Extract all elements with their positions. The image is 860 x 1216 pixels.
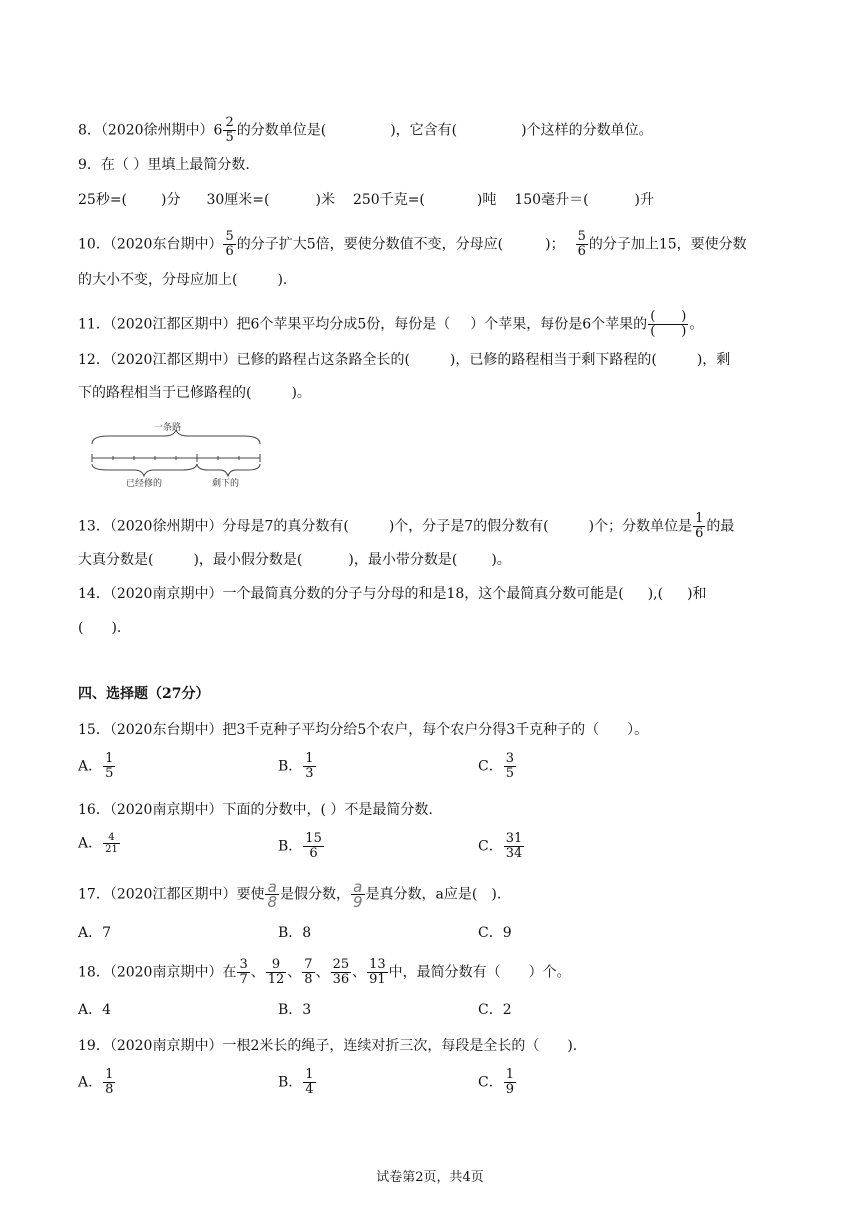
question-12: 12．（2020江都区期中）已修的路程占这条路全长的( )，已修的路程相当于剩下路程的( )，剩 [78,352,731,368]
q17-option-c[interactable]: C．9 [478,925,512,941]
q8-fraction: $\frac{2}{5}$ [225,115,234,145]
question-9-blanks: 25秒=( )分 30厘米=( )米 250千克=( )吨 150毫升＝( )升 [78,192,655,208]
question-13-line-2: 大真分数是( )，最小假分数是( )，最小带分数是( )。 [78,552,511,568]
q18-fraction-4: $\frac{25}{36}$ [332,957,350,987]
q16-option-c[interactable]: C． $\frac{31}{34}$ [478,831,523,861]
question-13: 13．（2020徐州期中）分母是7的真分数有( )个，分子是7的假分数有( )个；分数单位是 $\frac{1}{6}$ 的最 [78,511,735,541]
question-16: 16．（2020南京期中）下面的分数中，( ）不是最简分数. [78,802,433,818]
question-8: 8．（2020徐州期中）6 $\frac{2}{5}$ 的分数单位是( )，它含有( )个这样的分数单位。 [78,115,653,145]
question-10-line-2: 的大小不变，分母应加上( ). [78,272,288,288]
q18-fraction-5: $\frac{13}{91}$ [369,957,386,987]
question-12-line-2: 下的路程相当于已修路程的( )。 [78,385,311,401]
q16-option-b[interactable]: B． $\frac{15}{6}$ [278,831,322,861]
question-11: 11．（2020江都区期中）把6个苹果平均分成5份，每份是（ ）个苹果，每份是6个苹果的 $\frac{( )}{( )}$ 。 [78,309,704,339]
q15-option-b[interactable]: B． $\frac{1}{3}$ [278,751,314,781]
q17-fraction-a9: $\frac{a}{9}$ [353,878,363,911]
q18-option-c[interactable]: C．2 [478,1002,512,1018]
question-9: 9．在（ ）里填上最简分数. [78,157,250,173]
question-14: 14．（2020南京期中）一个最简真分数的分子与分母的和是18，这个最简真分数可能是( ),( )和 [78,586,707,602]
q8-prefix: 8．（2020徐州期中）6 [78,122,223,139]
q19-option-b[interactable]: B． $\frac{1}{4}$ [278,1067,314,1097]
question-17: 17．（2020江都区期中）要使 $\frac{a}{8}$ 是假分数， $\frac{a}{9}$ 是真分数，a应是( ). [78,878,502,911]
q18-option-a[interactable]: A．4 [78,1002,112,1018]
q10-fraction-1: $\frac{5}{6}$ [225,229,234,259]
q10-fraction-2: $\frac{5}{6}$ [577,229,586,259]
q18-fraction-2: $\frac{9}{12}$ [267,957,285,987]
q18-option-b[interactable]: B．3 [278,1002,312,1018]
question-19: 19．（2020南京期中）一根2米长的绳子，连续对折三次，每段是全长的（ ). [78,1038,578,1054]
question-15: 15．（2020东台期中）把3千克种子平均分给5个农户，每个农户分得3千克种子的（ ）。 [78,722,649,738]
q11-fraction-blank[interactable]: $\frac{( )}{( )}$ [650,309,687,339]
page-footer: 试卷第2页，共4页 [376,1170,484,1185]
road-right-label: 剩下的 [212,479,240,489]
section-4-title: 四、选择题（27分） [78,686,210,702]
q19-option-c[interactable]: C． $\frac{1}{9}$ [478,1067,514,1097]
q17-option-a[interactable]: A．7 [78,925,112,941]
road-left-label: 已经修的 [126,479,163,489]
q18-fraction-1: $\frac{3}{7}$ [239,957,248,987]
q17-option-b[interactable]: B．8 [278,925,312,941]
q19-option-a[interactable]: A． $\frac{1}{8}$ [78,1067,114,1097]
q15-option-c[interactable]: C． $\frac{3}{5}$ [478,751,514,781]
question-14-line-2: ( ). [78,620,122,636]
q15-option-a[interactable]: A． $\frac{1}{5}$ [78,751,114,781]
road-diagram [88,420,264,490]
q16-option-a[interactable]: A． $\frac{4}{21}$ [78,832,118,855]
road-top-label: 一条路 [154,423,182,433]
q18-fraction-3: $\frac{7}{8}$ [304,957,313,987]
question-18: 18．（2020南京期中）在 $\frac{3}{7}$ 、 $\frac{9}{12}$ 、 $\frac{7}{8}$ 、 $\frac{25}{36}$ 、 $\frac{13}{91}$ 中，最简分数有（ ）个。 [78,957,571,987]
q13-fraction: $\frac{1}{6}$ [695,511,704,541]
question-10: 10．（2020东台期中） $\frac{5}{6}$ 的分子扩大5倍，要使分数值不变，分母应( )； $\frac{5}{6}$ 的分子加上15，要使分数 [78,229,747,259]
q17-fraction-a8: $\frac{a}{8}$ [267,878,277,911]
